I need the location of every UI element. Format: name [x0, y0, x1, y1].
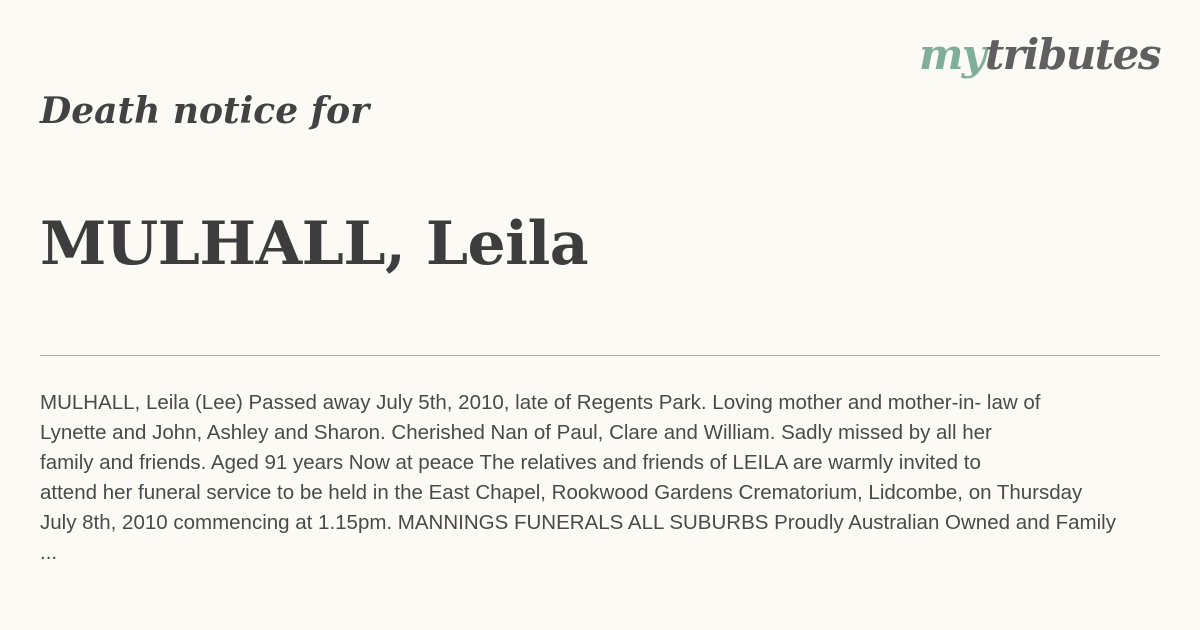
notice-line: Lynette and John, Ashley and Sharon. Cherished Nan of Paul, Clare and William. Sadly missed by all her: [40, 421, 992, 444]
notice-line: July 8th, 2010 commencing at 1.15pm. MANNINGS FUNERALS ALL SUBURBS Proudly Australian Owned and Family: [40, 511, 1116, 534]
notice-line: MULHALL, Leila (Lee) Passed away July 5th, 2010, late of Regents Park. Loving mother and mother-in- law of: [40, 391, 1041, 414]
mytributes-logo[interactable]: [918, 30, 1160, 79]
logo-my: my: [918, 30, 985, 79]
notice-text: [40, 388, 1180, 568]
logo-tributes: tributes: [984, 30, 1160, 79]
notice-line: family and friends. Aged 91 years Now at peace The relatives and friends of LEILA are warmly invited to: [40, 451, 981, 474]
notice-line: attend her funeral service to be held in the East Chapel, Rookwood Gardens Crematorium, Lidcombe, on Thursday: [40, 481, 1083, 504]
divider: [40, 355, 1160, 356]
notice-subtitle: Death notice for: [40, 90, 370, 132]
notice-ellipsis: ...: [40, 541, 58, 564]
deceased-name: MULHALL, Leila: [40, 209, 589, 279]
